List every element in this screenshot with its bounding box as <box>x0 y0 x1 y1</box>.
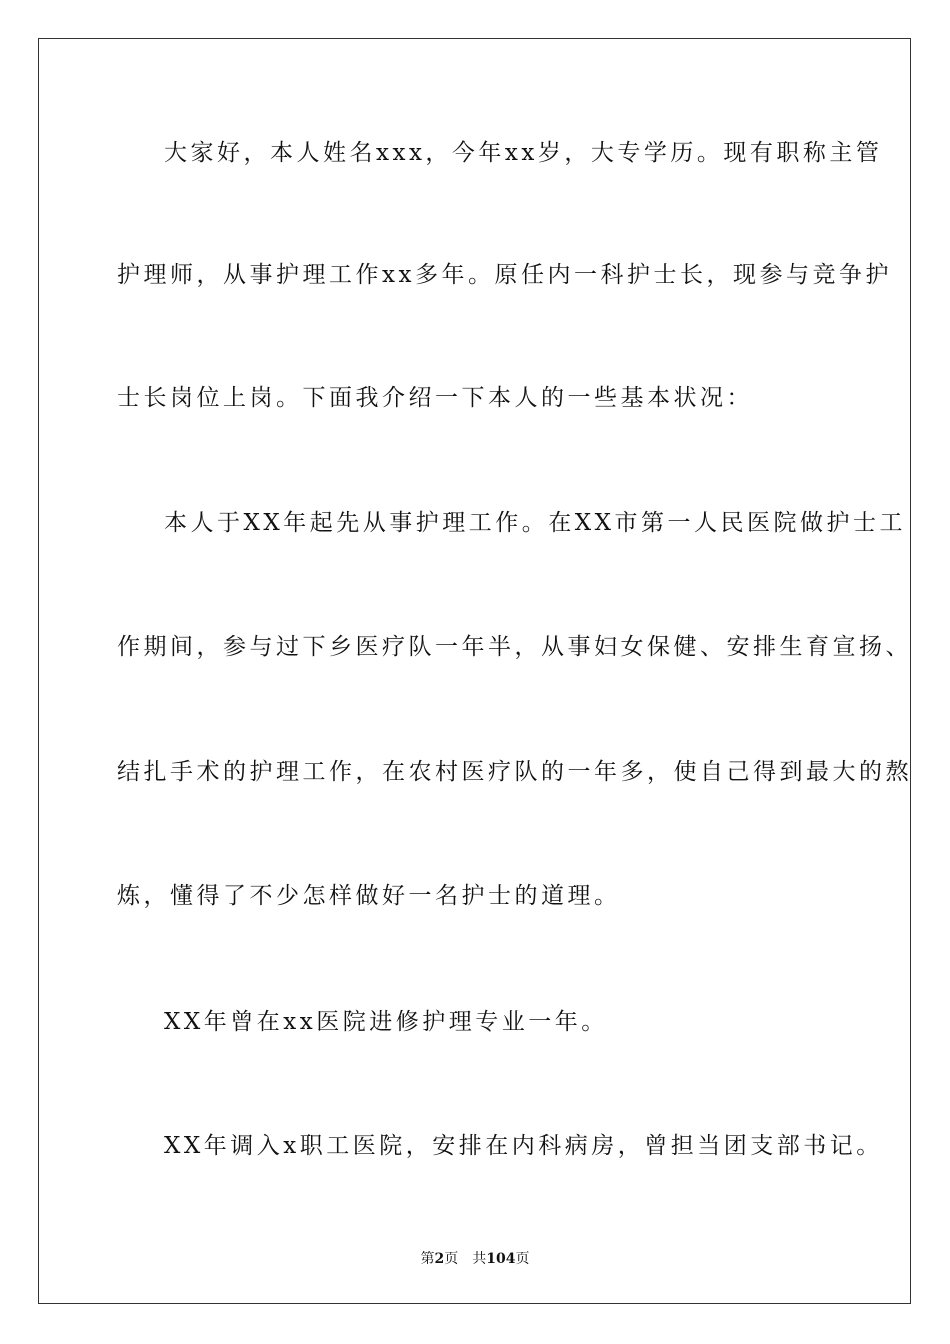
paragraph-2-line-2: 作期间，参与过下乡医疗队一年半，从事妇女保健、安排生育宣扬、 <box>117 634 912 660</box>
paragraph-4-line-1: XX年调入x职工医院，安排在内科病房，曾担当团支部书记。 <box>164 1133 883 1159</box>
paragraph-1-line-2: 护理师，从事护理工作xx多年。原任内一科护士长，现参与竞争护 <box>117 262 892 288</box>
paragraph-1-line-1: 大家好，本人姓名xxx，今年xx岁，大专学历。现有职称主管 <box>164 140 883 166</box>
footer-middle: 页 共 <box>444 1251 487 1267</box>
paragraph-1-line-3: 士长岗位上岗。下面我介绍一下本人的一些基本状况： <box>117 385 753 411</box>
page-border <box>38 38 911 1304</box>
paragraph-2-line-3: 结扎手术的护理工作，在农村医疗队的一年多，使自己得到最大的熬 <box>117 759 912 785</box>
paragraph-2-line-1: 本人于XX年起先从事护理工作。在XX市第一人民医院做护士工 <box>164 510 906 536</box>
total-page-count: 104 <box>486 1251 516 1267</box>
paragraph-3-line-1: XX年曾在xx医院进修护理专业一年。 <box>164 1009 608 1035</box>
footer-suffix: 页 <box>515 1251 530 1267</box>
paragraph-2-line-4: 炼，懂得了不少怎样做好一名护士的道理。 <box>117 883 621 909</box>
page-footer <box>0 1250 950 1268</box>
current-page-number: 2 <box>434 1251 445 1267</box>
footer-prefix: 第 <box>420 1251 435 1267</box>
